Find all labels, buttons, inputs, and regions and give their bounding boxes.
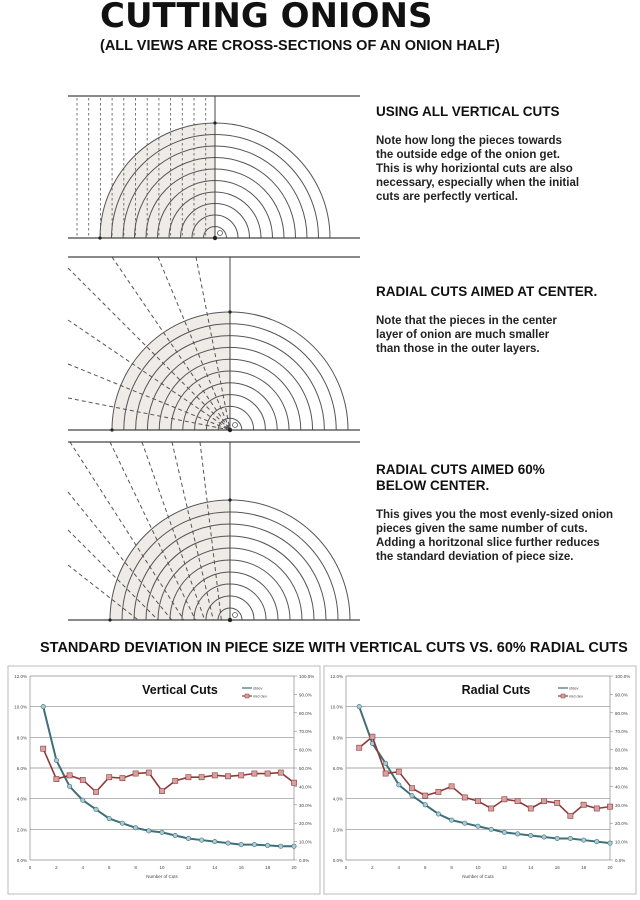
svg-text:4.0%: 4.0% — [16, 796, 27, 802]
body-line: the outside edge of the onion get. — [376, 149, 560, 161]
svg-text:60.0%: 60.0% — [299, 747, 312, 753]
svg-text:stdev: stdev — [569, 685, 579, 691]
svg-text:8.0%: 8.0% — [16, 735, 27, 741]
svg-text:Number of Cuts: Number of Cuts — [462, 874, 494, 879]
svg-text:100.0%: 100.0% — [615, 674, 631, 679]
svg-text:mid dev: mid dev — [253, 693, 268, 699]
svg-text:80.0%: 80.0% — [615, 710, 628, 716]
svg-text:0.0%: 0.0% — [332, 858, 343, 863]
svg-text:20: 20 — [607, 865, 613, 870]
section-body — [376, 134, 636, 204]
svg-text:90.0%: 90.0% — [615, 692, 628, 698]
svg-text:Number of Cuts: Number of Cuts — [146, 874, 178, 879]
svg-text:18: 18 — [265, 865, 271, 870]
svg-text:2.0%: 2.0% — [332, 827, 343, 833]
svg-text:8.0%: 8.0% — [332, 735, 343, 741]
body-line: Note that the pieces in the center — [376, 315, 557, 327]
svg-text:4: 4 — [81, 865, 85, 870]
svg-text:12.0%: 12.0% — [330, 674, 343, 679]
charts — [0, 664, 640, 900]
svg-text:16: 16 — [554, 865, 560, 870]
svg-text:4: 4 — [397, 865, 401, 870]
svg-text:70.0%: 70.0% — [299, 729, 312, 735]
svg-text:70.0%: 70.0% — [615, 729, 628, 735]
svg-text:40.0%: 40.0% — [615, 784, 628, 790]
section-body — [376, 314, 636, 356]
svg-text:0.0%: 0.0% — [299, 858, 310, 863]
svg-text:10: 10 — [159, 865, 165, 870]
section-radial-center — [376, 284, 636, 356]
svg-text:12: 12 — [185, 865, 191, 870]
svg-text:0.0%: 0.0% — [615, 858, 626, 863]
body-line: This is why horiziontal cuts are also — [376, 163, 573, 175]
svg-text:6: 6 — [107, 865, 111, 870]
section-heading-line: BELOW CENTER. — [376, 478, 490, 493]
svg-text:16: 16 — [238, 865, 244, 870]
svg-text:stdev: stdev — [253, 685, 263, 691]
svg-text:50.0%: 50.0% — [615, 766, 628, 771]
section-heading: RADIAL CUTS AIMED AT CENTER. — [376, 284, 598, 299]
svg-text:Vertical Cuts: Vertical Cuts — [142, 683, 218, 697]
svg-text:14: 14 — [212, 865, 218, 870]
body-line: necessary, especially when the initial — [376, 177, 580, 189]
svg-text:30.0%: 30.0% — [299, 802, 312, 808]
diagram-radial-center — [68, 257, 360, 432]
svg-text:12: 12 — [501, 865, 507, 870]
svg-text:6: 6 — [423, 865, 427, 870]
body-line: than those in the outer layers. — [376, 343, 540, 355]
body-line: pieces given the same number of cuts. — [376, 523, 588, 535]
svg-text:0.0%: 0.0% — [16, 858, 27, 863]
svg-text:12.0%: 12.0% — [14, 674, 27, 679]
svg-text:10.0%: 10.0% — [299, 839, 312, 845]
body-line: Adding a horitzonal slice further reduces — [376, 537, 600, 549]
svg-text:4.0%: 4.0% — [332, 796, 343, 802]
svg-text:90.0%: 90.0% — [299, 692, 312, 698]
charts-heading: STANDARD DEVIATION IN PIECE SIZE WITH VERTICAL CUTS VS. 60% RADIAL CUTS — [40, 640, 628, 656]
svg-text:80.0%: 80.0% — [299, 710, 312, 716]
svg-text:8: 8 — [450, 865, 453, 870]
svg-text:50.0%: 50.0% — [299, 766, 312, 771]
svg-text:2: 2 — [55, 865, 58, 870]
section-radial-below — [376, 462, 640, 564]
svg-text:2: 2 — [371, 865, 374, 870]
page-subtitle: (ALL VIEWS ARE CROSS-SECTIONS OF AN ONION HALF) — [100, 38, 500, 54]
diagram-vertical-cuts — [68, 96, 360, 240]
svg-text:14: 14 — [528, 865, 534, 870]
svg-text:10.0%: 10.0% — [615, 839, 628, 845]
body-line: This gives you the most evenly-sized onion — [376, 509, 614, 521]
body-line: layer of onion are much smaller — [376, 329, 550, 341]
body-line: Note how long the pieces towards — [376, 135, 562, 147]
svg-text:40.0%: 40.0% — [299, 784, 312, 790]
body-line: cuts are perfectly vertical. — [376, 191, 518, 203]
svg-text:10.0%: 10.0% — [330, 704, 343, 710]
svg-text:20.0%: 20.0% — [299, 821, 312, 827]
svg-text:60.0%: 60.0% — [615, 747, 628, 753]
svg-text:mid dev: mid dev — [569, 693, 584, 699]
svg-text:8: 8 — [134, 865, 137, 870]
body-line: the standard deviation of piece size. — [376, 551, 574, 563]
svg-text:20: 20 — [291, 865, 297, 870]
section-heading-line: RADIAL CUTS AIMED 60% — [376, 462, 545, 477]
svg-text:30.0%: 30.0% — [615, 802, 628, 808]
svg-text:100.0%: 100.0% — [299, 674, 315, 679]
chart-vertical-cuts — [8, 666, 320, 894]
svg-text:Radial Cuts: Radial Cuts — [461, 683, 531, 697]
section-body — [376, 508, 640, 564]
svg-text:20.0%: 20.0% — [615, 821, 628, 827]
svg-text:10.0%: 10.0% — [14, 704, 27, 710]
svg-text:0: 0 — [28, 865, 32, 870]
chart-radial-cuts — [324, 666, 636, 894]
page-title: CUTTING ONIONS — [100, 0, 433, 36]
svg-text:0: 0 — [344, 865, 348, 870]
svg-text:6.0%: 6.0% — [332, 766, 343, 771]
svg-text:10: 10 — [475, 865, 481, 870]
section-heading: USING ALL VERTICAL CUTS — [376, 104, 560, 119]
diagram-radial-below — [68, 442, 360, 622]
svg-text:2.0%: 2.0% — [16, 827, 27, 833]
section-vertical-cuts — [376, 104, 636, 204]
svg-text:6.0%: 6.0% — [16, 766, 27, 771]
svg-text:18: 18 — [581, 865, 587, 870]
